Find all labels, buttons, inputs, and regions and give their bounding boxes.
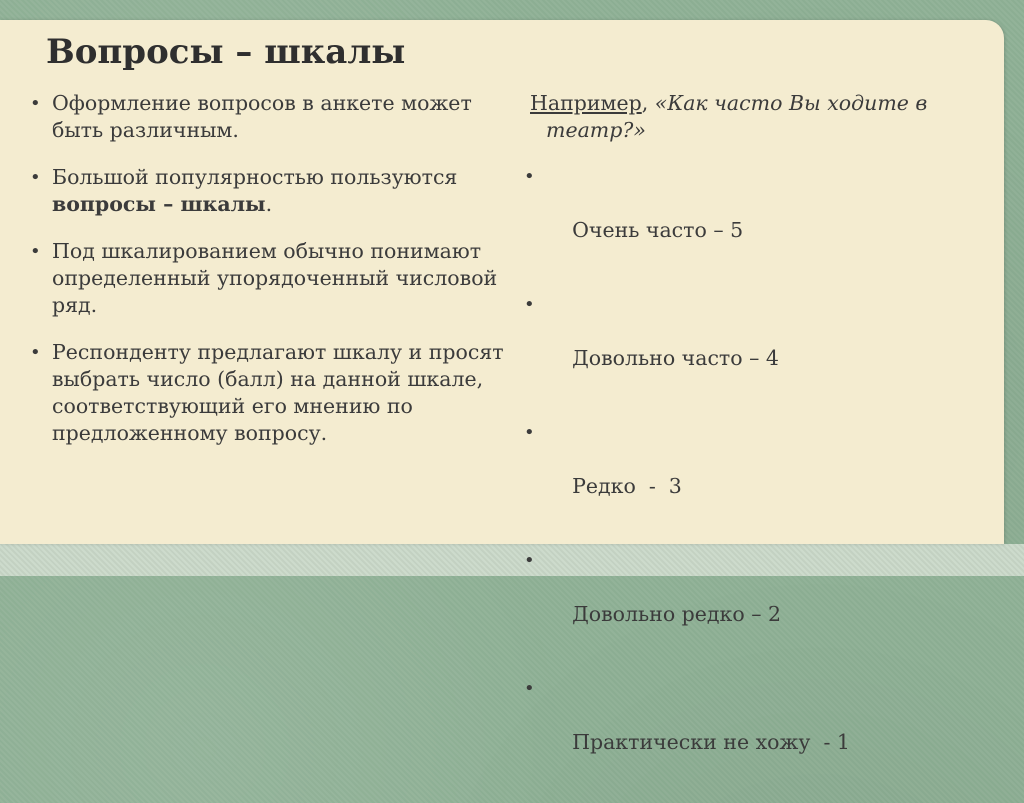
bullet-icon: • — [30, 342, 41, 363]
example-question-line1: «Как часто Вы ходите в — [654, 91, 928, 115]
left-bullet-list — [30, 90, 510, 467]
scale-item-text: Довольно редко – 2 — [572, 602, 782, 626]
scale-item-text: Практически не хожу - 1 — [572, 730, 850, 754]
bullet-icon: • — [524, 422, 535, 443]
example-question — [530, 90, 970, 144]
bullet-icon: • — [30, 167, 41, 188]
bullet-text: Большой популярностью пользуются — [52, 165, 458, 189]
example-label: Например — [530, 91, 642, 115]
bullet-icon: • — [524, 678, 535, 699]
scale-item — [524, 547, 984, 655]
bullet-text-end: . — [265, 192, 273, 216]
slide-title: Вопросы – шкалы — [46, 32, 406, 72]
scale-item — [524, 291, 984, 399]
left-bullet-item-3 — [30, 238, 510, 319]
bullet-icon: • — [524, 294, 535, 315]
left-bullet-item-2 — [30, 164, 510, 218]
scale-item — [524, 163, 984, 271]
bullet-icon: • — [524, 166, 535, 187]
example-question-line2: театр?» — [546, 118, 646, 142]
left-bullet-item-4 — [30, 339, 510, 447]
bullet-icon: • — [524, 550, 535, 571]
example-separator: , — [641, 91, 655, 115]
bullet-text: Респонденту предлагают шкалу и просят выбрать число (балл) на данной шкале, соответствующий его мнению по предложенному вопросу. — [52, 340, 504, 445]
scale-item-text: Довольно часто – 4 — [572, 346, 779, 370]
scale-item-text: Редко - 3 — [572, 474, 682, 498]
scale-item — [524, 419, 984, 527]
bullet-text: Под шкалированием обычно понимают определенный упорядоченный числовой ряд. — [52, 239, 498, 317]
bullet-text: Оформление вопросов в анкете может быть различным. — [52, 91, 472, 142]
scale-item-text: Очень часто – 5 — [572, 218, 744, 242]
scale-item — [524, 675, 984, 783]
left-bullet-item-1 — [30, 90, 510, 144]
bullet-icon: • — [30, 93, 41, 114]
bullet-icon: • — [30, 241, 41, 262]
bullet-bold-text: вопросы – шкалы — [52, 192, 266, 216]
scale-list — [524, 163, 984, 803]
